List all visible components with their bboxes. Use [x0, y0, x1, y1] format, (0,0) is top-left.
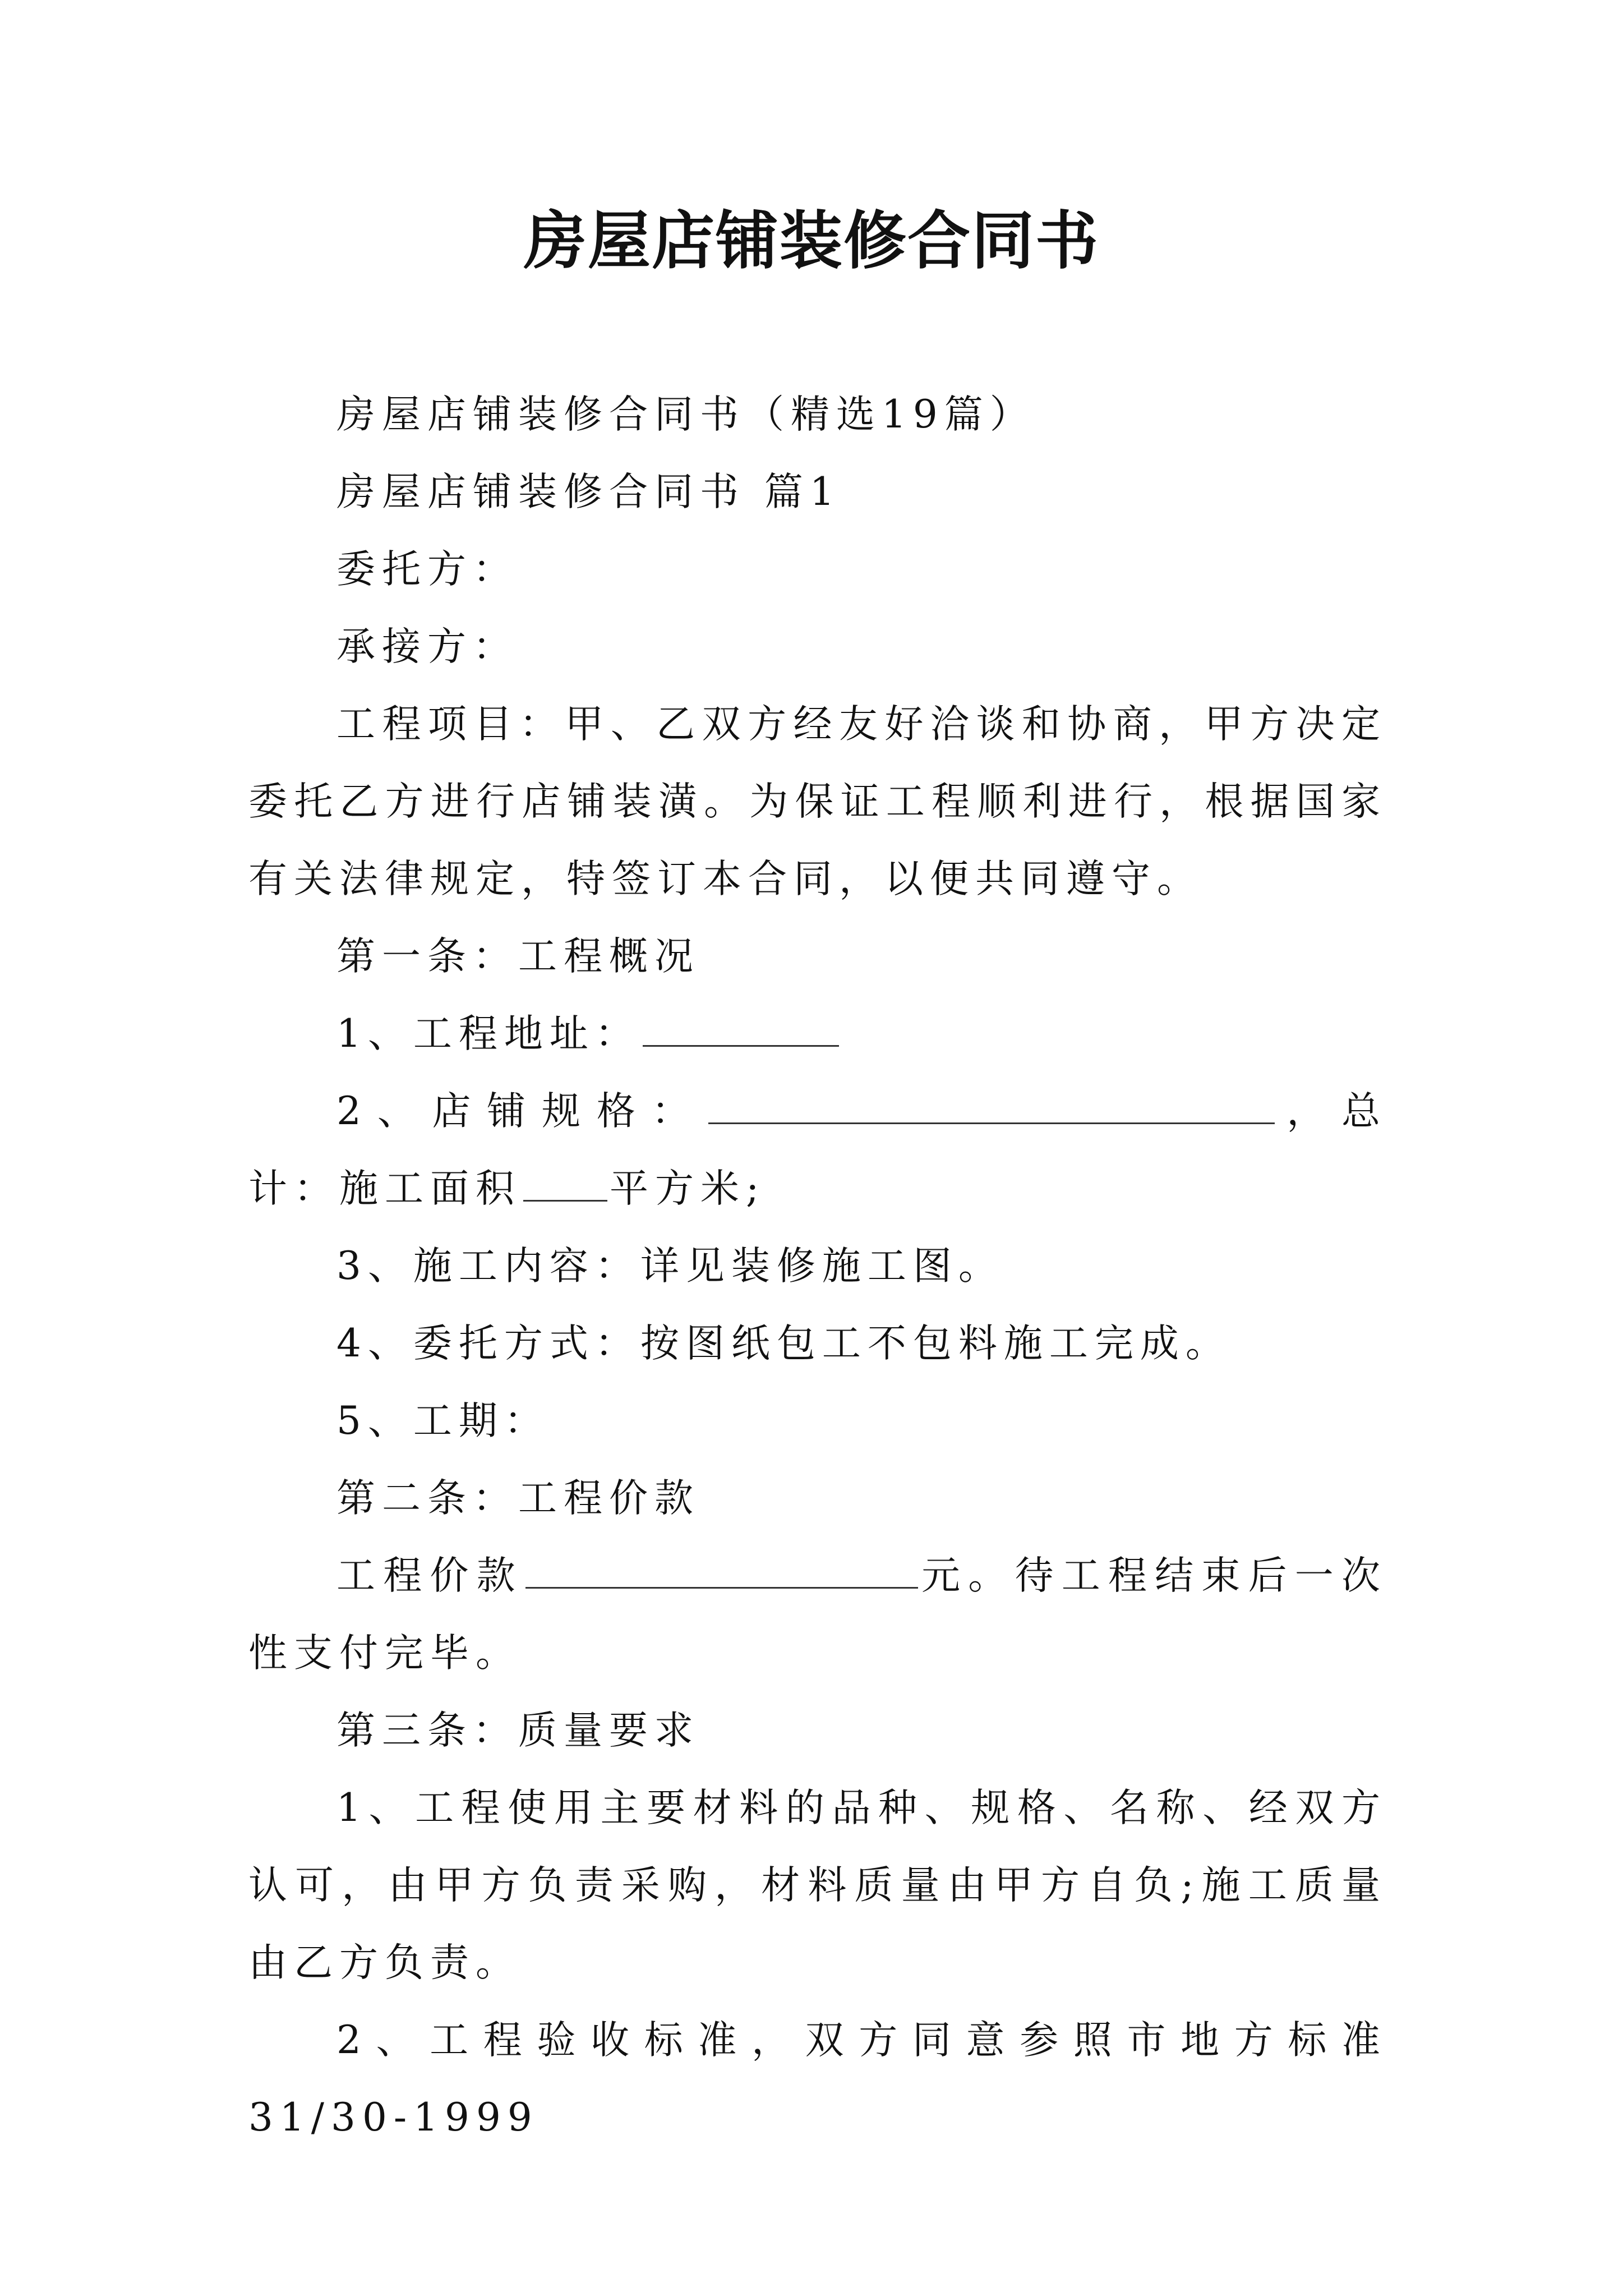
spec-label: 2、店铺规格：: [336, 1089, 707, 1134]
paragraph-article-heading: 房屋店铺装修合同书 篇1: [336, 470, 841, 514]
paragraph-duration: 5、工期：: [336, 1398, 550, 1443]
section-heading-2: 第二条：工程价款: [336, 1476, 700, 1521]
section-heading-3: 第三条：质量要求: [336, 1708, 700, 1753]
paragraph-client: 委托方：: [336, 547, 518, 592]
paragraph-collection-heading: 房屋店铺装修合同书（精选19篇）: [336, 392, 1035, 437]
paragraph-materials: 1、工程使用主要材料的品种、规格、名称、经双方认可，由甲方负责采购，材料质量由甲方自负;施工质量由乙方负责。: [248, 1786, 1387, 1985]
paragraph-contractor: 承接方：: [336, 624, 518, 669]
paragraph-address: [248, 995, 1387, 1073]
area-blank: [523, 1167, 607, 1202]
price-blank: [525, 1554, 918, 1589]
paragraph-project: 工程项目：甲、乙双方经友好洽谈和协商，甲方决定委托乙方进行店铺装潢。为保证工程顺利进行，根据国家有关法律规定，特签订本合同，以便共同遵守。: [248, 702, 1387, 901]
section-heading-1: 第一条：工程概况: [336, 934, 700, 979]
address-label: 1、工程地址：: [336, 1011, 640, 1056]
price-label: 工程价款: [336, 1553, 523, 1598]
spec-total-label: ，总计：施工面积: [248, 1089, 1387, 1211]
spec-blank: [708, 1090, 1275, 1124]
paragraph-method: 4、委托方式：按图纸包工不包料施工完成。: [336, 1321, 1231, 1366]
area-unit: 平方米;: [610, 1166, 766, 1211]
paragraph-spec: [248, 1073, 1387, 1227]
document-body: [248, 376, 1387, 2156]
paragraph-price: [248, 1537, 1387, 1692]
address-blank: [643, 1013, 839, 1047]
paragraph-acceptance: 2、工程验收标准，双方同意参照市地方标准31/30-1999: [248, 2018, 1387, 2140]
document-title: 房屋店铺装修合同书: [524, 204, 1099, 278]
paragraph-content: 3、施工内容：详见装修施工图。: [336, 1244, 1004, 1289]
price-terms: 元。待工程结束后一次性支付完毕。: [248, 1553, 1387, 1676]
